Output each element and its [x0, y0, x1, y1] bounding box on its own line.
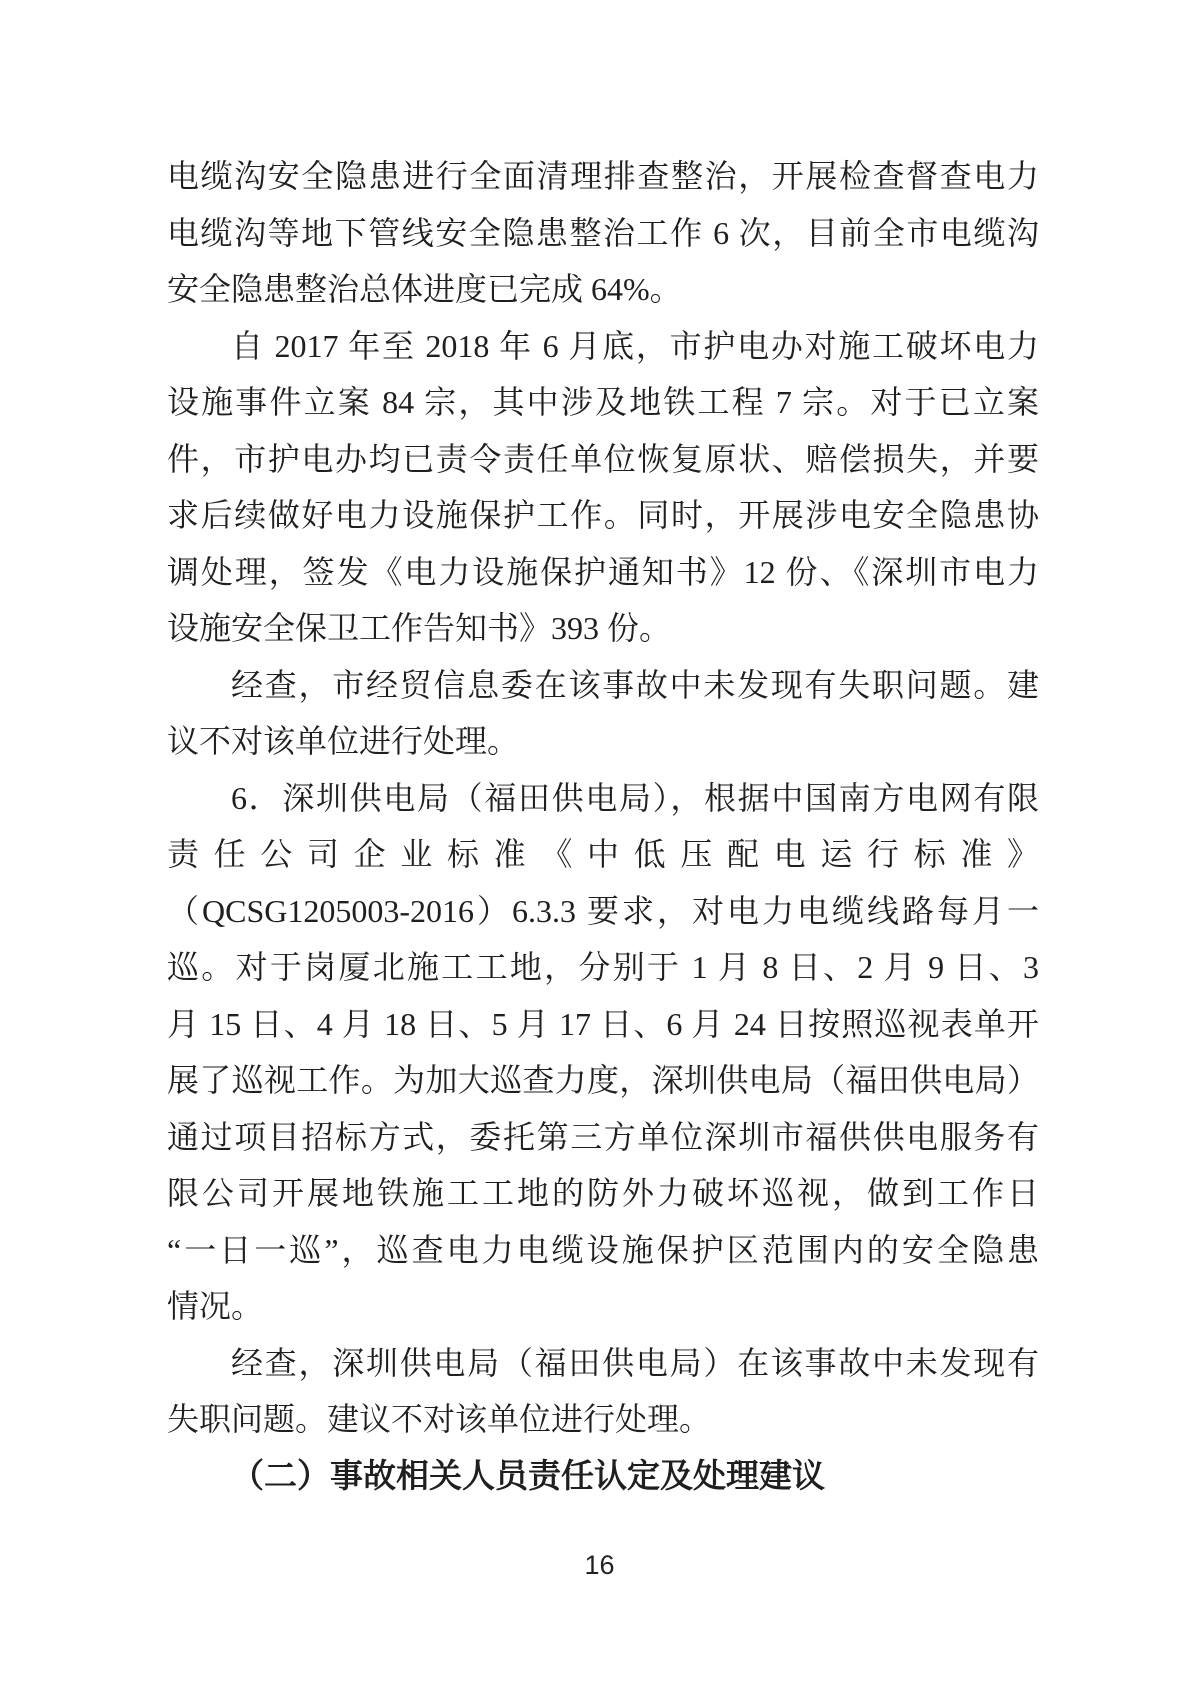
text-line: 6．深圳供电局（福田供电局），根据中国南方电网有限	[231, 779, 1039, 816]
text-line: 安全隐患整治总体进度已完成 64%。	[167, 271, 682, 307]
text-line: 经查，深圳供电局（福田供电局）在该事故中未发现有	[231, 1344, 1039, 1381]
text-line: 通过项目招标方式，委托第三方单位深圳市福供供电服务有	[167, 1118, 1039, 1155]
text-line: （QCSG1205003-2016）6.3.3 要求，对电力电缆线路每月一	[167, 892, 1039, 929]
text-line: 经查，市经贸信息委在该事故中未发现有失职问题。建	[231, 666, 1039, 703]
text-line: （二）事故相关人员责任认定及处理建议	[231, 1456, 825, 1494]
text-line: 自 2017 年至 2018 年 6 月底，市护电办对施工破坏电力	[231, 327, 1039, 364]
text-line: 调处理，签发《电力设施保护通知书》12 份、《深圳市电力	[167, 553, 1039, 590]
text-line: 求后续做好电力设施保护工作。同时，开展涉电安全隐患协	[167, 497, 1039, 533]
document-body	[167, 148, 1039, 1504]
text-line: 责任公司企业标准《中低压配电运行标准》	[167, 836, 1039, 872]
text-line: 设施事件立案 84 宗，其中涉及地铁工程 7 宗。对于已立案	[167, 384, 1039, 420]
text-line: 电缆沟等地下管线安全隐患整治工作 6 次，目前全市电缆沟	[167, 214, 1039, 251]
page-number: 16	[584, 1550, 615, 1580]
text-line: 展了巡视工作。为加大巡查力度，深圳供电局（福田供电局）	[167, 1062, 1039, 1098]
text-line: 议不对该单位进行处理。	[167, 723, 520, 759]
text-line: 设施安全保卫工作告知书》393 份。	[167, 610, 672, 646]
text-line: 限公司开展地铁施工工地的防外力破坏巡视，做到工作日	[167, 1175, 1039, 1211]
text-line: “一日一巡”，巡查电力电缆设施保护区范围内的安全隐患	[167, 1231, 1039, 1268]
text-line: 件，市护电办均已责令责任单位恢复原状、赔偿损失，并要	[167, 440, 1039, 477]
text-line: 巡。对于岗厦北施工工地，分别于 1 月 8 日、2 月 9 日、3	[167, 949, 1039, 985]
text-line: 电缆沟安全隐患进行全面清理排查整治，开展检查督查电力	[167, 158, 1039, 194]
text-line: 情况。	[167, 1288, 264, 1324]
text-line: 月 15 日、4 月 18 日、5 月 17 日、6 月 24 日按照巡视表单开	[167, 1005, 1039, 1042]
text-line: 失职问题。建议不对该单位进行处理。	[167, 1401, 712, 1437]
